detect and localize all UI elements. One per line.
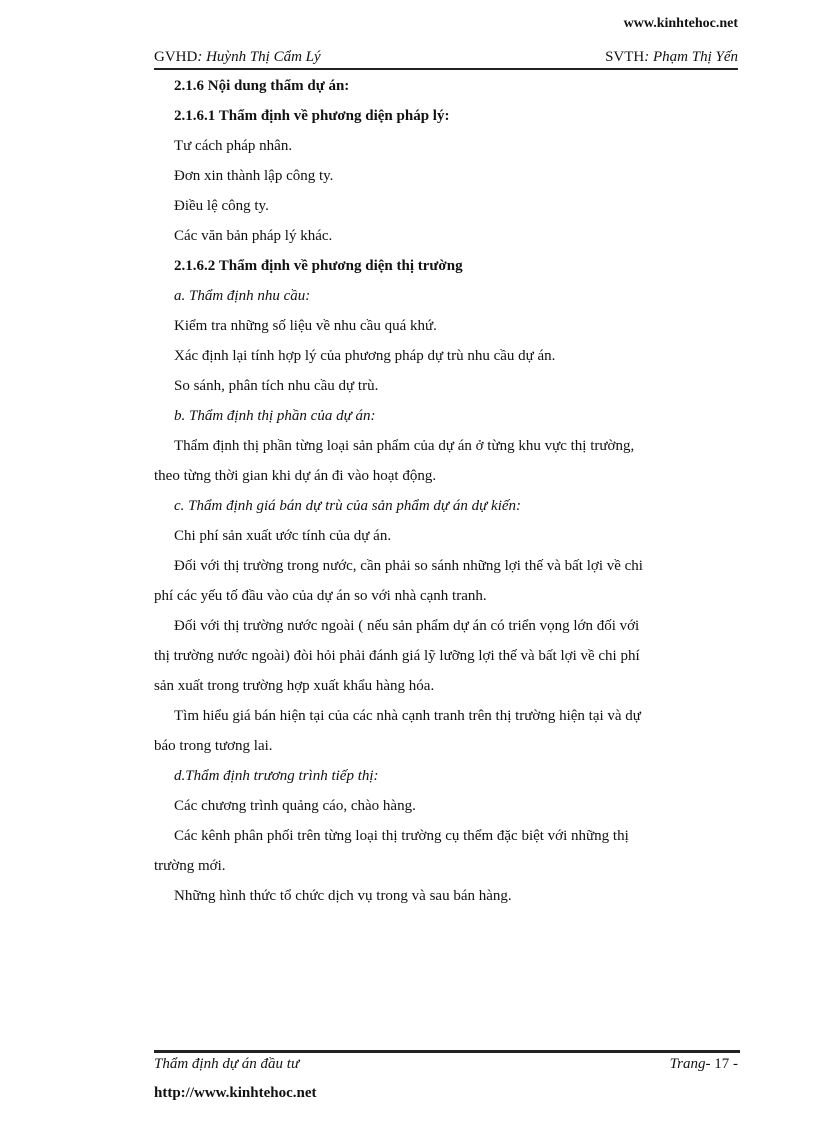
paragraph-line: Tư cách pháp nhân. [174,138,293,154]
svth-label: SVTH: Phạm Thị Yến [605,49,738,65]
paragraph-line: So sánh, phân tích nhu cầu dự trù. [174,378,379,394]
paragraph-line: Xác định lại tính hợp lý của phương pháp dự trù nhu cầu dự án. [174,348,556,364]
paragraph-line: Đối với thị trường nước ngoài ( nếu sản phẩm dự án có triển vọng lớn đối với [174,618,640,634]
page-header [154,48,738,70]
top-url: www.kinhtehoc.net [623,16,738,31]
paragraph-line: thị trường nước ngoài) đòi hỏi phải đánh giá lỹ lưỡng lợi thế và bất lợi về chi phí [154,648,640,664]
page-footer [154,1056,738,1073]
paragraph-line: Đối với thị trường trong nước, cần phải so sánh những lợi thế và bất lợi về chi [174,558,643,574]
paragraph-line: theo từng thời gian khi dự án đi vào hoạt động. [154,468,437,484]
section-heading: 2.1.6 Nội dung thẩm dự án: [174,78,350,94]
paragraph-line: Tìm hiểu giá bán hiện tại của các nhà cạnh tranh trên thị trường hiện tại và dự [174,708,641,724]
footer-divider [154,1050,740,1053]
paragraph-line: Các chương trình quảng cáo, chào hàng. [174,798,416,814]
paragraph-line: Đơn xin thành lập công ty. [174,168,334,184]
paragraph-line: Các văn bản pháp lý khác. [174,228,333,244]
bottom-url: http://www.kinhtehoc.net [154,1085,317,1101]
paragraph-line: sản xuất trong trường hợp xuất khẩu hàng hóa. [154,678,435,694]
gvhd-label: GVHD: Huỳnh Thị Cẩm Lý [154,49,321,65]
paragraph-line: Những hình thức tổ chức dịch vụ trong và sau bán hàng. [174,888,512,904]
footer-title: Thẩm định dự án đầu tư [154,1056,300,1072]
paragraph-line: Các kênh phân phối trên từng loại thị trường cụ thểm đặc biệt với những thị [174,828,629,844]
paragraph-line: Thẩm định thị phần từng loại sản phẩm của dự án ở từng khu vực thị trường, [174,438,635,454]
page-number: Trang- 17 - [669,1056,738,1072]
item-heading: d.Thẩm định trương trình tiếp thị: [174,768,379,784]
item-heading: b. Thẩm định thị phần của dự án: [174,408,376,424]
paragraph-line: Kiểm tra những số liệu về nhu cầu quá khứ. [174,318,437,334]
item-heading: a. Thẩm định nhu cầu: [174,288,311,304]
paragraph-line: báo trong tương lai. [154,738,273,754]
subsection-heading: 2.1.6.1 Thẩm định về phương diện pháp lý: [174,108,450,124]
paragraph-line: trường mới. [154,858,226,874]
paragraph-line: Điều lệ công ty. [174,198,269,214]
item-heading: c. Thẩm định giá bán dự trù của sản phẩm dự án dự kiến: [174,498,522,514]
paragraph-line: Chi phí sản xuất ước tính của dự án. [174,528,392,544]
subsection-heading: 2.1.6.2 Thẩm định về phương diện thị trường [174,258,463,274]
paragraph-line: phí các yếu tố đầu vào của dự án so với nhà cạnh tranh. [154,588,487,604]
